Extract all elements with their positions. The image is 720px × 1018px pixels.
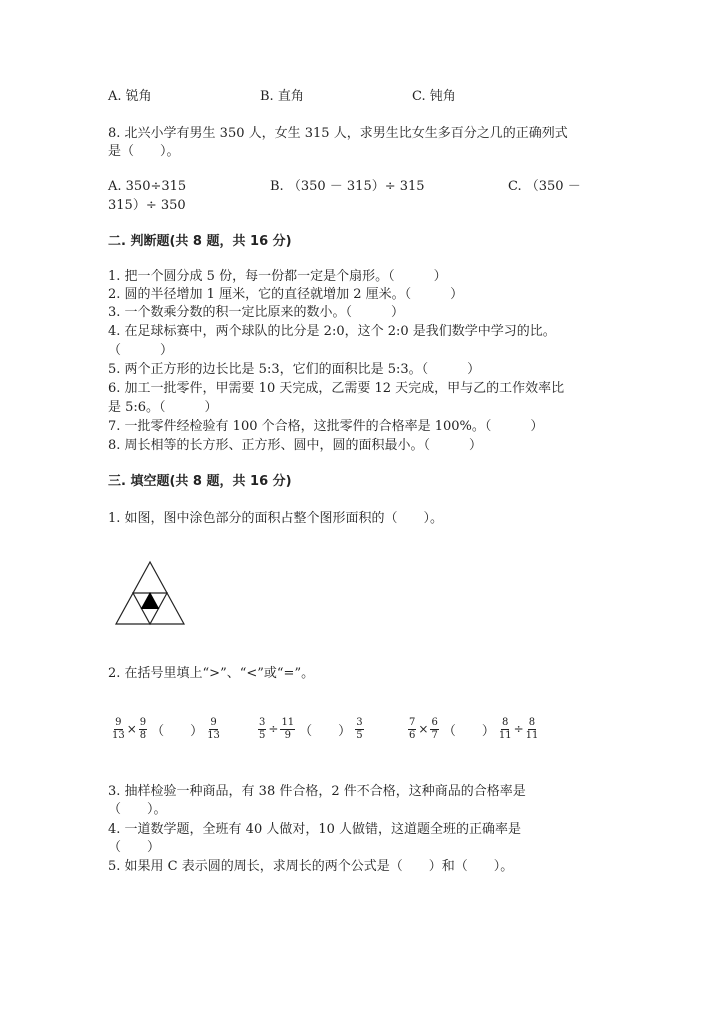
judge-item: 是 5:6。（ ）: [108, 400, 218, 415]
fraction: $\frac{3}{5}$: [259, 716, 266, 741]
judge-item: 7. 一批零件经检验有 100 个合格，这批零件的合格率是 100%。（ ）: [108, 419, 544, 434]
fill-question-3-line2: （ ）。: [108, 802, 167, 817]
operator: ×: [418, 722, 429, 736]
shaded-triangle: [142, 593, 159, 609]
operator: ÷: [513, 722, 524, 736]
comparison-1: [112, 714, 220, 744]
judge-item: 3. 一个数乘分数的积一定比原来的数小。（ ）: [108, 305, 405, 320]
question-8-choice-c-line1: C. （350 －: [508, 179, 581, 194]
triangle-figure: [114, 560, 186, 626]
fill-question-4-line1: 4. 一道数学题，全班有 40 人做对，10 人做错，这道题全班的正确率是: [108, 822, 522, 837]
answer-blank[interactable]: （ ）: [442, 723, 495, 739]
question-8-line1: 8. 北兴小学有男生 350 人，女生 315 人，求男生比女生多百分之几的正确列式: [108, 126, 568, 141]
fraction: $\frac{9}{13}$: [207, 716, 220, 741]
choice-c: C. 钝角: [412, 89, 456, 104]
answer-blank[interactable]: （ ）: [299, 723, 352, 739]
fill-question-1: 1. 如图，图中涂色部分的面积占整个图形面积的（ ）。: [108, 511, 444, 526]
section-2-title: 二. 判断题(共 8 题，共 16 分): [108, 234, 292, 249]
judge-item: 2. 圆的半径增加 1 厘米，它的直径就增加 2 厘米。（ ）: [108, 287, 464, 302]
comparison-3: [408, 714, 538, 744]
answer-blank[interactable]: （ ）: [151, 723, 204, 739]
fraction: $\frac{6}{7}$: [431, 716, 438, 741]
judge-item: 4. 在足球标赛中，两个球队的比分是 2:0，这个 2:0 是我们数学中学习的比。: [108, 324, 556, 339]
judge-item: 1. 把一个圆分成 5 份，每一份都一定是个扇形。（ ）: [108, 269, 447, 284]
fraction: $\frac{9}{8}$: [139, 716, 147, 741]
fill-question-2: 2. 在括号里填上“>”、“<”或“=”。: [108, 666, 315, 681]
fraction: $\frac{3}{5}$: [356, 716, 363, 741]
fill-question-4-line2: （ ）: [108, 840, 161, 855]
question-8-choice-c-line2: 315）÷ 350: [108, 198, 186, 213]
judge-item: （ ）: [108, 343, 174, 358]
choice-b: B. 直角: [260, 89, 304, 104]
operator: ×: [126, 722, 137, 736]
fill-question-3-line1: 3. 抽样检验一种商品，有 38 件合格，2 件不合格，这种商品的合格率是: [108, 784, 526, 799]
fraction: $\frac{9}{13}$: [112, 716, 125, 741]
fraction: $\frac{8}{11}$: [525, 716, 539, 741]
operator: ÷: [268, 722, 279, 736]
comparison-2: [258, 714, 364, 744]
question-8-line2: 是（ ）。: [108, 144, 180, 159]
fraction: $\frac{11}{9}$: [281, 716, 295, 741]
question-8-choice-a: A. 350÷315: [108, 179, 187, 194]
judge-item: 6. 加工一批零件，甲需要 10 天完成，乙需要 12 天完成，甲与乙的工作效率比: [108, 381, 565, 396]
fraction: $\frac{8}{11}$: [498, 716, 512, 741]
judge-item: 5. 两个正方形的边长比是 5:3，它们的面积比是 5:3。（ ）: [108, 362, 481, 377]
fraction: $\frac{7}{6}$: [409, 716, 416, 741]
choice-a: A. 锐角: [108, 89, 152, 104]
question-8-choice-b: B. （350 － 315）÷ 315: [270, 179, 425, 194]
fill-question-5: 5. 如果用 C 表示圆的周长，求周长的两个公式是（ ）和（ ）。: [108, 859, 514, 874]
judge-item: 8. 周长相等的长方形、正方形、圆中，圆的面积最小。（ ）: [108, 438, 483, 453]
section-3-title: 三. 填空题(共 8 题，共 16 分): [108, 474, 292, 489]
